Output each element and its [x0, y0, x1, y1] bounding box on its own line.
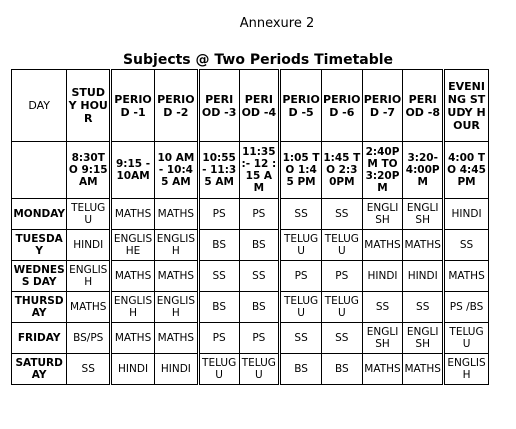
subject-cell: TELUGU — [321, 292, 362, 323]
subject-cell: SS — [362, 292, 403, 323]
subject-cell: ENGLISHE — [111, 230, 155, 261]
table-row — [12, 323, 489, 354]
table-row — [12, 292, 489, 323]
subject-cell: SS — [280, 323, 322, 354]
day-cell: SATURDAY — [12, 354, 67, 385]
column-header: PERIOD -7 — [362, 70, 403, 142]
time-cell: 10:55 - 11:35 AM — [198, 142, 239, 199]
subject-cell: SS — [444, 230, 489, 261]
subject-cell: MATHS — [67, 292, 111, 323]
subject-cell: BS — [280, 354, 322, 385]
subject-cell: HINDI — [362, 261, 403, 292]
table-row — [12, 261, 489, 292]
table-row — [12, 354, 489, 385]
time-cell: 3:20- 4:00PM — [403, 142, 444, 199]
subject-cell: TELUGU — [198, 354, 239, 385]
column-header: PERIOD -4 — [239, 70, 280, 142]
day-cell: THURSDAY — [12, 292, 67, 323]
column-header-day: DAY — [12, 70, 67, 142]
subject-cell: HINDI — [403, 261, 444, 292]
subject-cell: TELUGU — [239, 354, 280, 385]
day-cell: MONDAY — [12, 199, 67, 230]
day-cell: TUESDAY — [12, 230, 67, 261]
column-header: PERIOD -6 — [321, 70, 362, 142]
subject-cell: BS — [239, 230, 280, 261]
column-header: PERIOD -2 — [154, 70, 198, 142]
subject-cell: TELUGU — [280, 292, 322, 323]
page-title: Subjects @ Two Periods Timetable — [122, 52, 394, 68]
subject-cell: SS — [239, 261, 280, 292]
subject-cell: HINDI — [111, 354, 155, 385]
subject-cell: PS — [198, 323, 239, 354]
subject-cell: ENGLISH — [154, 230, 198, 261]
table-row — [12, 199, 489, 230]
subject-cell: MATHS — [154, 323, 198, 354]
subject-cell: TELUGU — [67, 199, 111, 230]
subject-cell: SS — [321, 323, 362, 354]
column-header: PERIOD -5 — [280, 70, 322, 142]
subject-cell: MATHS — [154, 261, 198, 292]
column-header: PERIOD -8 — [403, 70, 444, 142]
time-cell: 8:30TO 9:15 AM — [67, 142, 111, 199]
subject-cell: TELUGU — [444, 323, 489, 354]
subject-cell: MATHS — [154, 199, 198, 230]
table-row — [12, 230, 489, 261]
annexure-label: Annexure 2 — [239, 16, 315, 31]
time-cell: 1:45 TO 2:30PM — [321, 142, 362, 199]
time-cell: 9:15 - 10AM — [111, 142, 155, 199]
subject-cell: ENGLISH — [111, 292, 155, 323]
time-cell: 10 AM- 10:45 AM — [154, 142, 198, 199]
time-row — [12, 142, 489, 199]
subject-cell: MATHS — [403, 354, 444, 385]
subject-cell: MATHS — [362, 354, 403, 385]
subject-cell: MATHS — [111, 323, 155, 354]
subject-cell: PS /BS — [444, 292, 489, 323]
subject-cell: BS — [239, 292, 280, 323]
subject-cell: TELUGU — [280, 230, 322, 261]
column-header: PERIOD -3 — [198, 70, 239, 142]
subject-cell: PS — [198, 199, 239, 230]
subject-cell: MATHS — [444, 261, 489, 292]
timetable — [11, 69, 489, 385]
column-header: STUDY HOUR — [67, 70, 111, 142]
subject-cell: BS/PS — [67, 323, 111, 354]
subject-cell: BS — [198, 292, 239, 323]
subject-cell: MATHS — [403, 230, 444, 261]
day-cell: FRIDAY — [12, 323, 67, 354]
subject-cell: ENGLISH — [403, 323, 444, 354]
subject-cell: SS — [198, 261, 239, 292]
subject-cell: ENGLISH — [444, 354, 489, 385]
subject-cell: SS — [321, 199, 362, 230]
subject-cell: ENGLISH — [67, 261, 111, 292]
time-cell: 11:35 :- 12 : 15 AM — [239, 142, 280, 199]
subject-cell: BS — [198, 230, 239, 261]
column-header: PERIOD -1 — [111, 70, 155, 142]
subject-cell: HINDI — [67, 230, 111, 261]
header-row — [12, 70, 489, 142]
time-cell-empty — [12, 142, 67, 199]
subject-cell: ENGLISH — [154, 292, 198, 323]
day-cell: WEDNESS DAY — [12, 261, 67, 292]
subject-cell: SS — [403, 292, 444, 323]
subject-cell: PS — [321, 261, 362, 292]
column-header: EVENING STUDY HOUR — [444, 70, 489, 142]
subject-cell: MATHS — [111, 261, 155, 292]
subject-cell: MATHS — [111, 199, 155, 230]
time-cell: 4:00 TO 4:45 PM — [444, 142, 489, 199]
subject-cell: SS — [280, 199, 322, 230]
subject-cell: ENGLISH — [403, 199, 444, 230]
subject-cell: MATHS — [362, 230, 403, 261]
subject-cell: ENGLISH — [362, 199, 403, 230]
subject-cell: TELUGU — [321, 230, 362, 261]
subject-cell: PS — [239, 323, 280, 354]
subject-cell: ENGLISH — [362, 323, 403, 354]
subject-cell: BS — [321, 354, 362, 385]
subject-cell: HINDI — [444, 199, 489, 230]
subject-cell: SS — [67, 354, 111, 385]
subject-cell: PS — [239, 199, 280, 230]
subject-cell: PS — [280, 261, 322, 292]
subject-cell: HINDI — [154, 354, 198, 385]
time-cell: 2:40PM TO 3:20PM — [362, 142, 403, 199]
time-cell: 1:05 TO 1:45 PM — [280, 142, 322, 199]
